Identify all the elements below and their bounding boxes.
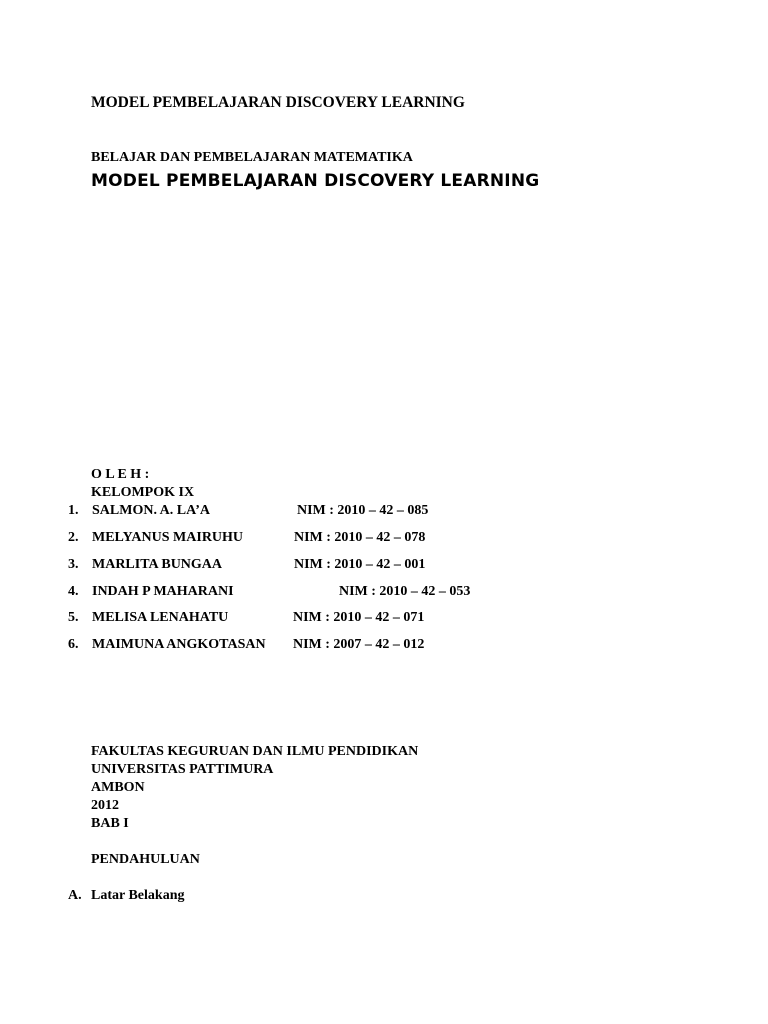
- member-name: INDAH P MAHARANI: [92, 584, 234, 599]
- member-number: 4.: [68, 584, 79, 599]
- member-name: MAIMUNA ANGKOTASAN: [92, 637, 266, 652]
- section-title: Latar Belakang: [91, 888, 185, 903]
- member-name: MELYANUS MAIRUHU: [92, 530, 244, 545]
- member-nim: NIM : 2010 – 42 – 071: [293, 610, 425, 625]
- member-nim: NIM : 2010 – 42 – 085: [297, 503, 429, 518]
- member-nim: NIM : 2010 – 42 – 078: [294, 530, 426, 545]
- member-number: 5.: [68, 610, 79, 625]
- section-letter: A.: [68, 888, 82, 903]
- year: 2012: [91, 798, 119, 813]
- university-name: UNIVERSITAS PATTIMURA: [91, 762, 274, 777]
- course-name: BELAJAR DAN PEMBELAJARAN MATEMATIKA: [91, 150, 413, 165]
- member-name: SALMON. A. LA’A: [92, 503, 210, 518]
- member-nim: NIM : 2007 – 42 – 012: [293, 637, 425, 652]
- faculty-name: FAKULTAS KEGURUAN DAN ILMU PENDIDIKAN: [91, 744, 419, 759]
- member-name: MARLITA BUNGAA: [92, 557, 223, 572]
- member-nim: NIM : 2010 – 42 – 001: [294, 557, 426, 572]
- document-title: MODEL PEMBELAJARAN DISCOVERY LEARNING: [91, 94, 465, 111]
- member-number: 2.: [68, 530, 79, 545]
- member-number: 6.: [68, 637, 79, 652]
- member-nim: NIM : 2010 – 42 – 053: [339, 584, 471, 599]
- by-label: O L E H :: [91, 467, 150, 482]
- member-number: 1.: [68, 503, 79, 518]
- chapter-title: PENDAHULUAN: [91, 852, 200, 867]
- chapter-label: BAB I: [91, 816, 129, 831]
- city-name: AMBON: [91, 780, 145, 795]
- member-name: MELISA LENAHATU: [92, 610, 229, 625]
- document-subtitle: MODEL PEMBELAJARAN DISCOVERY LEARNING: [91, 171, 540, 191]
- group-name: KELOMPOK IX: [91, 485, 195, 500]
- member-number: 3.: [68, 557, 79, 572]
